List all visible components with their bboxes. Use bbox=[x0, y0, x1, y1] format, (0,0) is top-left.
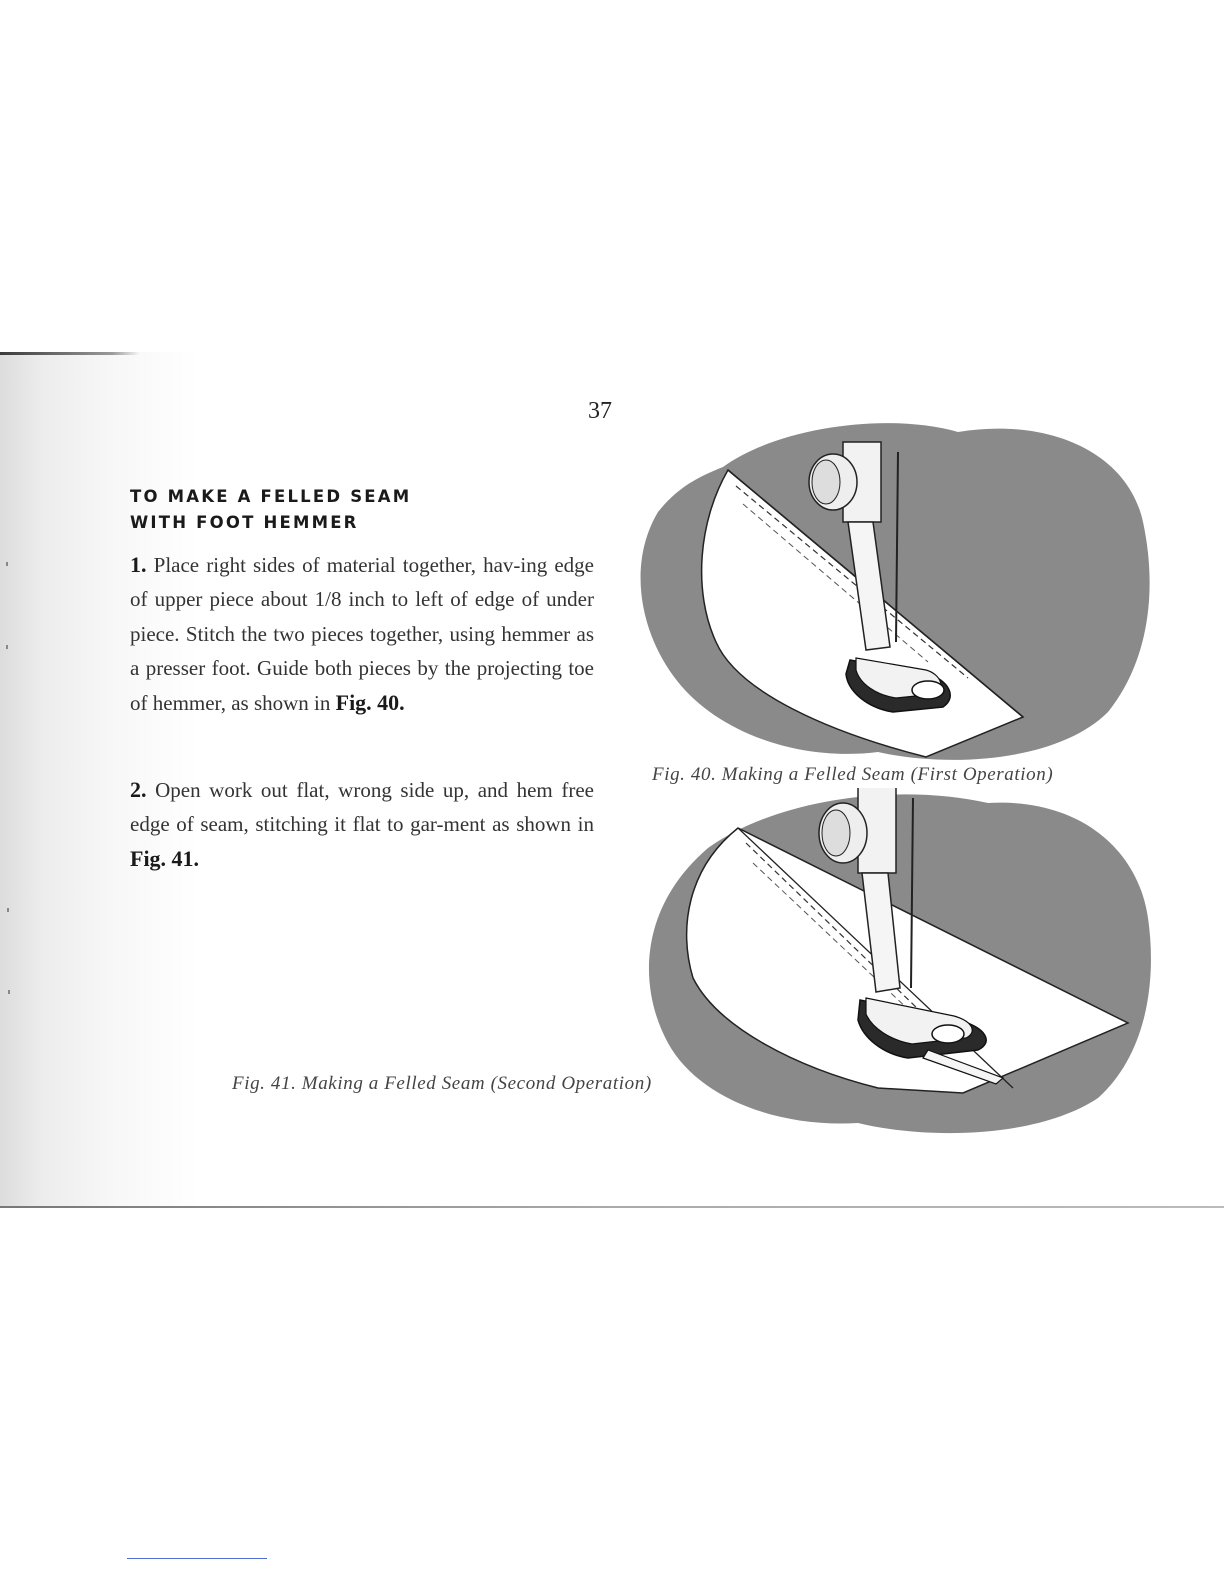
scan-speck bbox=[6, 645, 8, 649]
figure-40-illustration bbox=[628, 412, 1158, 768]
thumb-screw-face bbox=[822, 810, 850, 856]
heading-line-1: TO MAKE A FELLED SEAM bbox=[130, 487, 412, 506]
step-2-figure-ref: Fig. 41. bbox=[130, 845, 200, 871]
heading-line-2: WITH FOOT HEMMER bbox=[130, 513, 359, 532]
page-top-edge bbox=[0, 352, 140, 355]
step-1-paragraph bbox=[130, 548, 594, 720]
hemmer-scroll bbox=[912, 681, 944, 699]
figure-40-caption: Fig. 40. Making a Felled Seam (First Operation) bbox=[652, 764, 1054, 785]
scan-speck bbox=[8, 990, 10, 994]
scan-speck bbox=[7, 908, 9, 912]
scan-speck bbox=[6, 562, 8, 566]
step-2-paragraph bbox=[130, 773, 594, 876]
step-1-text: Place right sides of material together, hav-ing edge of upper piece about 1/8 inch to left of edge of under piece. Stitch the two pieces together, using hemmer as a presser foot. Guide both pieces by the projecting toe of hemmer, as shown in bbox=[130, 553, 594, 715]
figure-41-illustration bbox=[628, 788, 1158, 1138]
hemmer-scroll bbox=[932, 1025, 964, 1043]
thumb-screw-face bbox=[812, 460, 840, 504]
figure-41-caption: Fig. 41. Making a Felled Seam (Second Operation) bbox=[232, 1073, 652, 1094]
footer-underline bbox=[127, 1558, 267, 1559]
step-1-figure-ref: Fig. 40. bbox=[335, 689, 405, 715]
page-number: 37 bbox=[588, 398, 612, 424]
page-bottom-edge bbox=[0, 1206, 1224, 1208]
step-1-number: 1. bbox=[130, 552, 147, 577]
step-2-text: Open work out flat, wrong side up, and hem free edge of seam, stitching it flat to gar-ment as shown in bbox=[130, 778, 594, 837]
step-2-number: 2. bbox=[130, 777, 147, 802]
section-heading bbox=[130, 484, 411, 536]
